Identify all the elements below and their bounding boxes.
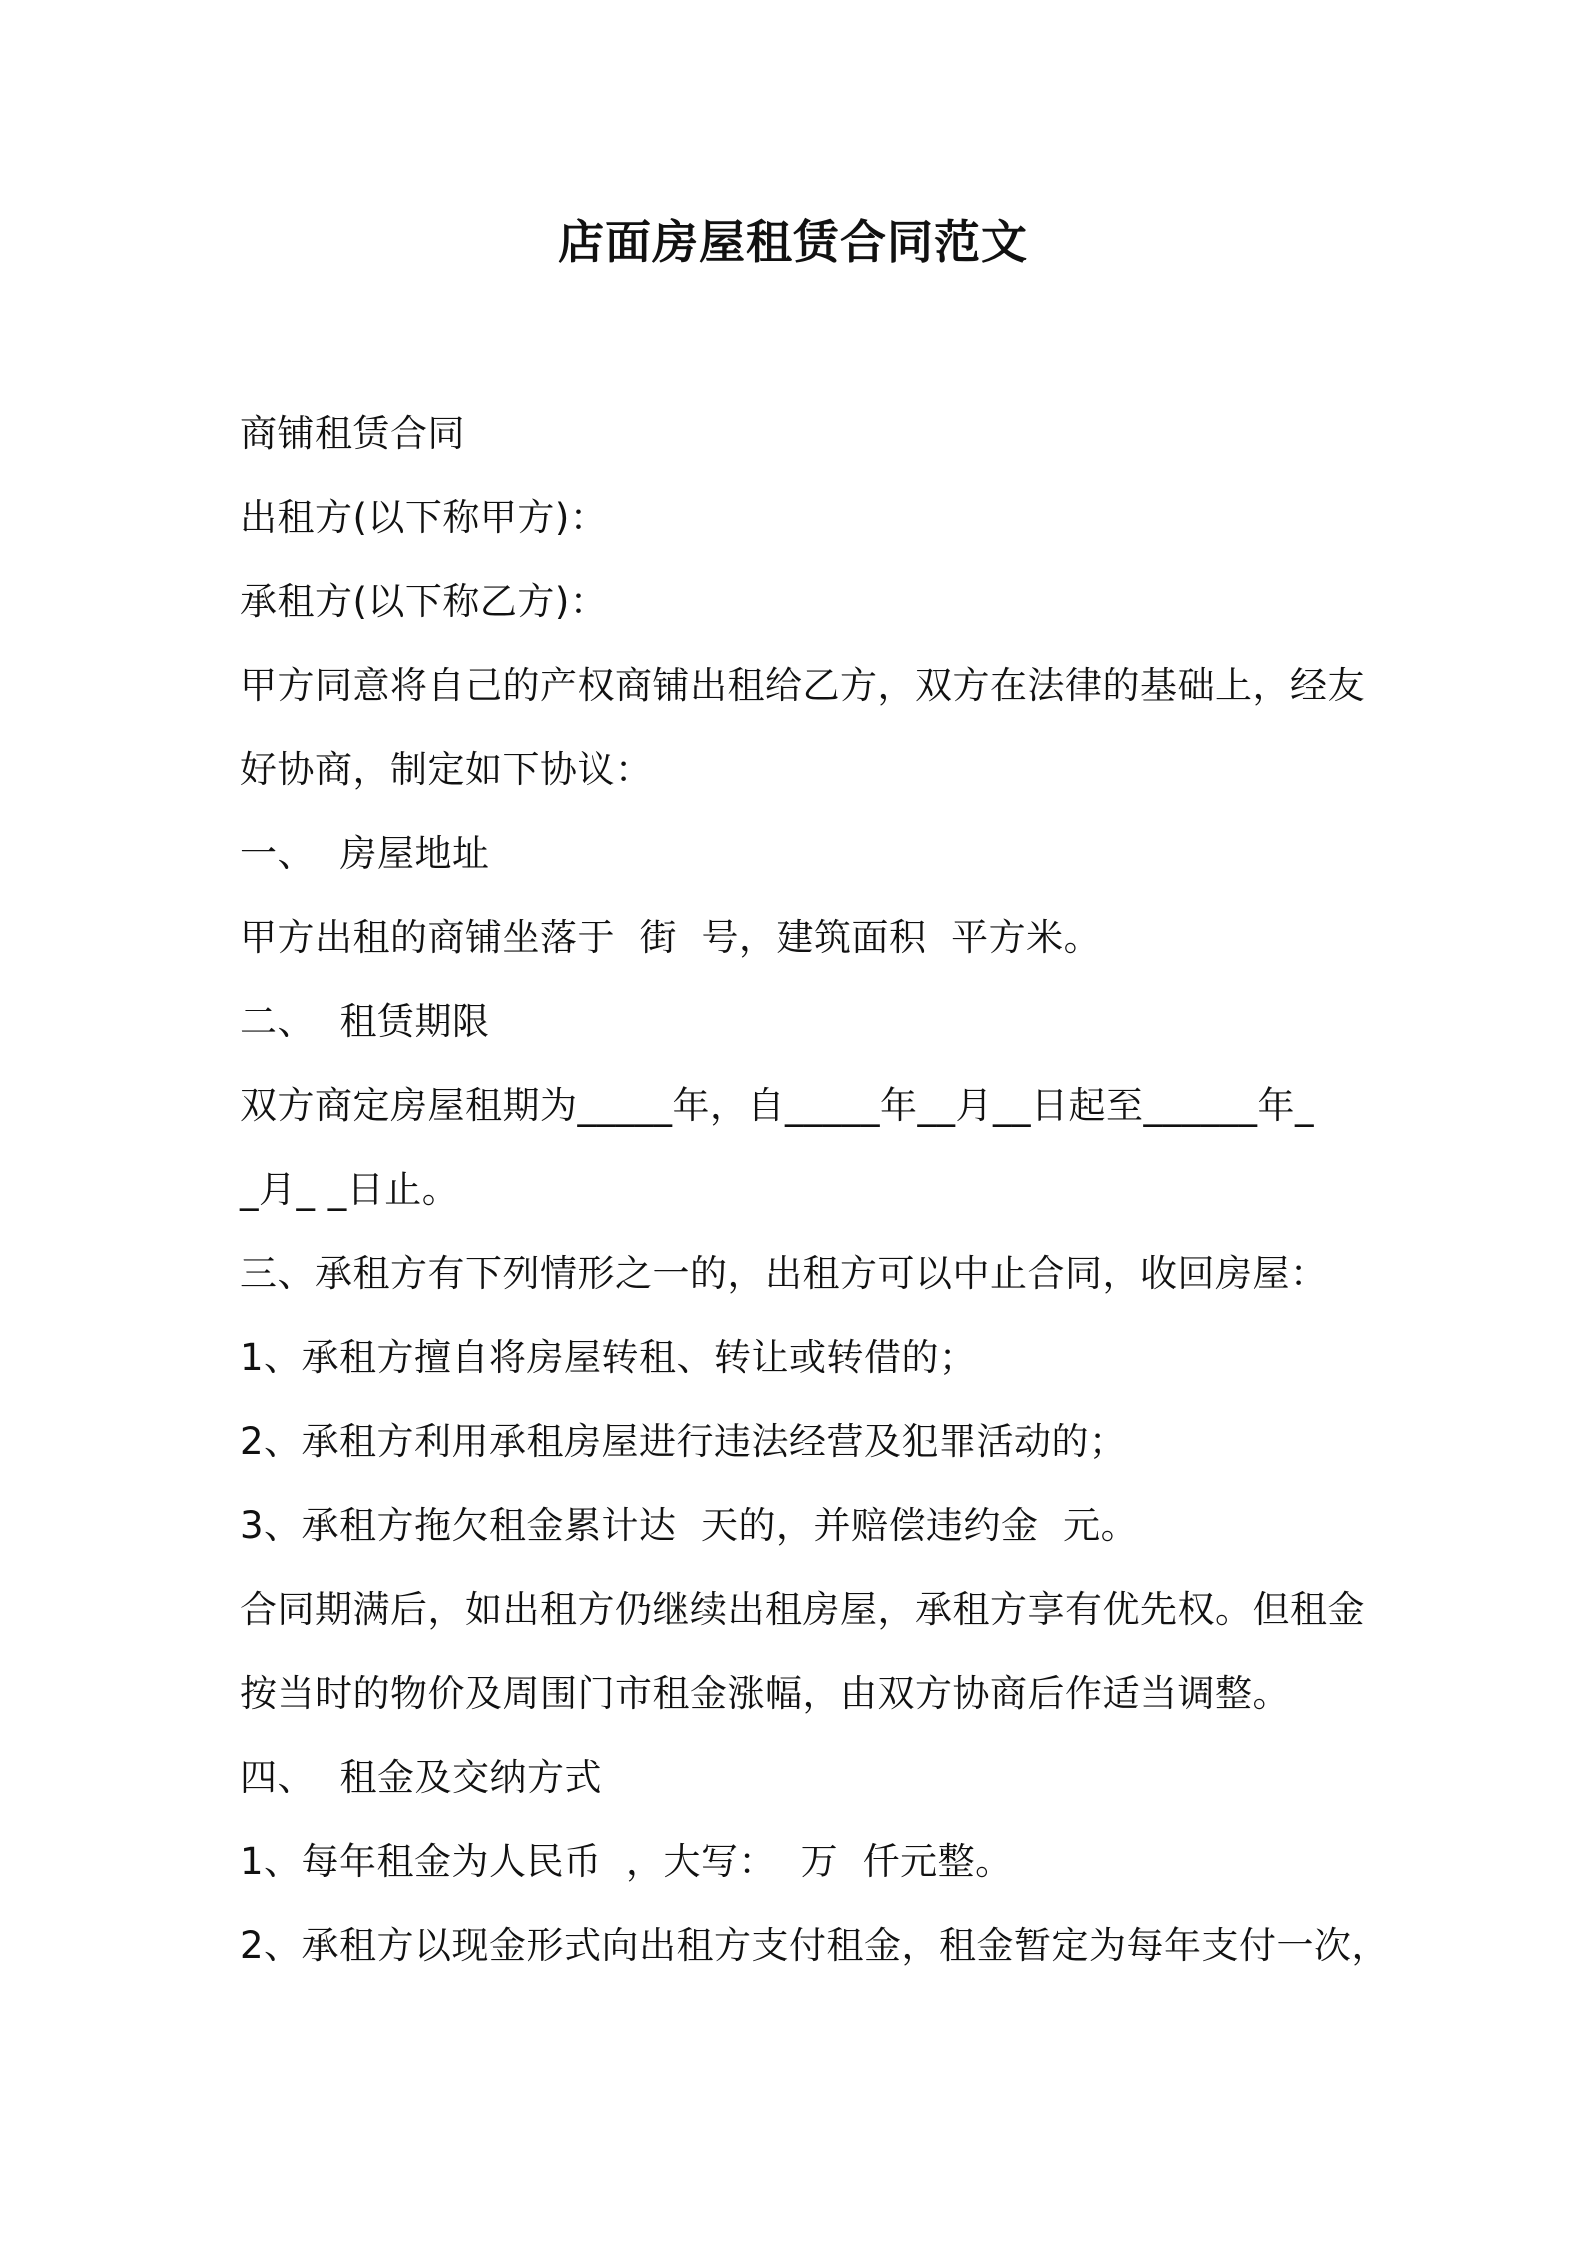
termination-item-2: 2、承租方利用承租房屋进行违法经营及犯罪活动的； [240, 1420, 1127, 1463]
document-body [240, 404, 1390, 2000]
intro-paragraph-line-1: 甲方同意将自己的产权商铺出租给乙方，双方在法律的基础上，经友 [240, 664, 1365, 707]
term-paragraph-line-2: _月_ _日止。 [240, 1168, 460, 1211]
rent-item-1: 1、每年租金为人民币 ，大写： 万 仟元整。 [240, 1840, 1013, 1883]
renewal-paragraph-line-1: 合同期满后，如出租方仍继续出租房屋，承租方享有优先权。但租金 [240, 1588, 1365, 1631]
document-title: 店面房屋租赁合同范文 [558, 215, 1028, 269]
section-heading-term: 二、 租赁期限 [240, 1000, 490, 1043]
section-heading-termination: 三、承租方有下列情形之一的，出租方可以中止合同，收回房屋： [240, 1252, 1328, 1295]
address-paragraph: 甲方出租的商铺坐落于 街 号，建筑面积 平方米。 [240, 916, 1102, 959]
termination-item-3: 3、承租方拖欠租金累计达 天的，并赔偿违约金 元。 [240, 1504, 1139, 1547]
section-heading-address: 一、 房屋地址 [240, 832, 490, 875]
contract-heading: 商铺租赁合同 [240, 412, 465, 455]
section-heading-rent: 四、 租金及交纳方式 [240, 1756, 603, 1799]
lessee-line: 承租方(以下称乙方)： [240, 580, 608, 623]
rent-item-2: 2、承租方以现金形式向出租方支付租金，租金暂定为每年支付一次， [240, 1924, 1390, 1967]
renewal-paragraph-line-2: 按当时的物价及周围门市租金涨幅，由双方协商后作适当调整。 [240, 1672, 1290, 1715]
intro-paragraph-line-2: 好协商，制定如下协议： [240, 748, 653, 791]
termination-item-1: 1、承租方擅自将房屋转租、转让或转借的； [240, 1336, 977, 1379]
lessor-line: 出租方(以下称甲方)： [240, 496, 608, 539]
term-paragraph-line-1: 双方商定房屋租期为_____年，自_____年__月__日起至______年_ [240, 1084, 1314, 1127]
